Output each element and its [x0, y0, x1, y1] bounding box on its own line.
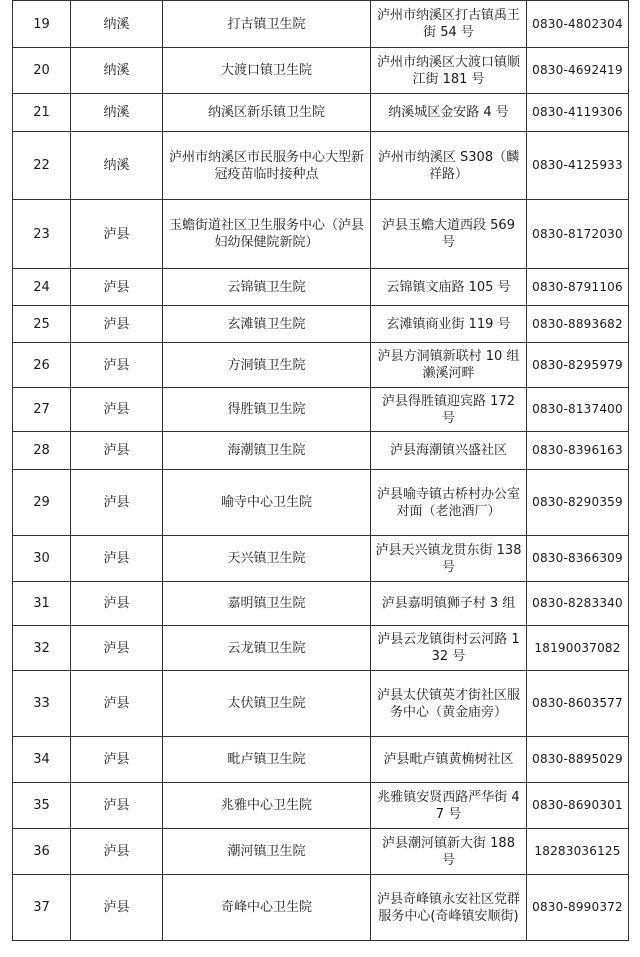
phone-cell: 0830-8603577 [527, 671, 629, 737]
table-row [13, 200, 629, 269]
row-number: 36 [13, 829, 71, 875]
phone-cell: 0830-8895029 [527, 737, 629, 783]
phone-cell: 18283036125 [527, 829, 629, 875]
phone-cell: 0830-8295979 [527, 343, 629, 388]
row-number: 19 [13, 1, 71, 48]
table-row [13, 48, 629, 94]
phone-cell: 0830-8290359 [527, 470, 629, 536]
site-name-cell: 海潮镇卫生院 [163, 432, 371, 470]
site-name-cell: 毗卢镇卫生院 [163, 737, 371, 783]
table-row [13, 536, 629, 582]
phone-cell: 0830-8172030 [527, 200, 629, 269]
district-cell: 泸县 [71, 875, 163, 941]
district-cell: 纳溪 [71, 132, 163, 200]
site-name-cell: 得胜镇卫生院 [163, 388, 371, 432]
phone-cell: 0830-4692419 [527, 48, 629, 94]
row-number: 21 [13, 94, 71, 132]
district-cell: 泸县 [71, 582, 163, 626]
site-name-cell: 兆雅中心卫生院 [163, 783, 371, 829]
site-name-cell: 云龙镇卫生院 [163, 626, 371, 671]
table-row [13, 1, 629, 48]
phone-cell: 0830-4119306 [527, 94, 629, 132]
row-number: 32 [13, 626, 71, 671]
address-cell: 泸县得胜镇迎宾路 172 号 [371, 388, 527, 432]
table-row [13, 783, 629, 829]
district-cell: 泸县 [71, 432, 163, 470]
district-cell: 泸县 [71, 269, 163, 306]
table-row [13, 626, 629, 671]
site-name-cell: 玄滩镇卫生院 [163, 306, 371, 343]
table-row [13, 737, 629, 783]
site-name-cell: 泸州市纳溪区市民服务中心大型新冠疫苗临时接种点 [163, 132, 371, 200]
district-cell: 泸县 [71, 829, 163, 875]
site-name-cell: 太伏镇卫生院 [163, 671, 371, 737]
district-cell: 泸县 [71, 306, 163, 343]
row-number: 28 [13, 432, 71, 470]
address-cell: 泸县太伏镇英才街社区服务中心（黄金庙旁） [371, 671, 527, 737]
phone-cell: 18190037082 [527, 626, 629, 671]
address-cell: 泸县潮河镇新大街 188 号 [371, 829, 527, 875]
site-name-cell: 云锦镇卫生院 [163, 269, 371, 306]
table-row [13, 269, 629, 306]
address-cell: 泸县喻寺镇古桥村办公室对面（老池酒厂） [371, 470, 527, 536]
address-cell: 云锦镇文庙路 105 号 [371, 269, 527, 306]
address-cell: 泸县云龙镇街村云河路 132 号 [371, 626, 527, 671]
table-row [13, 388, 629, 432]
row-number: 35 [13, 783, 71, 829]
table-row [13, 671, 629, 737]
district-cell: 泸县 [71, 388, 163, 432]
table-row [13, 582, 629, 626]
address-cell: 泸县方洞镇新联村 10 组濑溪河畔 [371, 343, 527, 388]
phone-cell: 0830-4802304 [527, 1, 629, 48]
table-row [13, 343, 629, 388]
table-row [13, 875, 629, 941]
row-number: 37 [13, 875, 71, 941]
row-number: 34 [13, 737, 71, 783]
row-number: 26 [13, 343, 71, 388]
district-cell: 纳溪 [71, 94, 163, 132]
district-cell: 泸县 [71, 737, 163, 783]
row-number: 33 [13, 671, 71, 737]
phone-cell: 0830-8137400 [527, 388, 629, 432]
address-cell: 玄滩镇商业街 119 号 [371, 306, 527, 343]
row-number: 29 [13, 470, 71, 536]
table-row [13, 306, 629, 343]
site-name-cell: 大渡口镇卫生院 [163, 48, 371, 94]
address-cell: 泸县海潮镇兴盛社区 [371, 432, 527, 470]
address-cell: 兆雅镇安贤西路严华街 47 号 [371, 783, 527, 829]
phone-cell: 0830-8366309 [527, 536, 629, 582]
table-row [13, 132, 629, 200]
address-cell: 泸县玉蟾大道西段 569 号 [371, 200, 527, 269]
table-row [13, 829, 629, 875]
table-row [13, 432, 629, 470]
district-cell: 纳溪 [71, 1, 163, 48]
district-cell: 泸县 [71, 783, 163, 829]
phone-cell: 0830-8690301 [527, 783, 629, 829]
address-cell: 泸州市纳溪区 S308（麟祥路） [371, 132, 527, 200]
site-name-cell: 玉蟾街道社区卫生服务中心（泸县妇幼保健院新院） [163, 200, 371, 269]
phone-cell: 0830-8893682 [527, 306, 629, 343]
row-number: 31 [13, 582, 71, 626]
district-cell: 泸县 [71, 470, 163, 536]
district-cell: 泸县 [71, 200, 163, 269]
phone-cell: 0830-8283340 [527, 582, 629, 626]
phone-cell: 0830-8990372 [527, 875, 629, 941]
address-cell: 泸县毗卢镇黄桷树社区 [371, 737, 527, 783]
district-cell: 泸县 [71, 343, 163, 388]
row-number: 24 [13, 269, 71, 306]
table-row [13, 470, 629, 536]
site-name-cell: 纳溪区新乐镇卫生院 [163, 94, 371, 132]
address-cell: 泸县嘉明镇狮子村 3 组 [371, 582, 527, 626]
site-name-cell: 天兴镇卫生院 [163, 536, 371, 582]
vaccination-site-table-sheet [12, 0, 628, 941]
district-cell: 泸县 [71, 671, 163, 737]
site-name-cell: 奇峰中心卫生院 [163, 875, 371, 941]
address-cell: 泸州市纳溪区大渡口镇顺江街 181 号 [371, 48, 527, 94]
address-cell: 泸州市纳溪区打古镇禹王街 54 号 [371, 1, 527, 48]
address-cell: 纳溪城区金安路 4 号 [371, 94, 527, 132]
row-number: 23 [13, 200, 71, 269]
district-cell: 纳溪 [71, 48, 163, 94]
phone-cell: 0830-8791106 [527, 269, 629, 306]
row-number: 25 [13, 306, 71, 343]
row-number: 30 [13, 536, 71, 582]
row-number: 27 [13, 388, 71, 432]
district-cell: 泸县 [71, 626, 163, 671]
site-name-cell: 打古镇卫生院 [163, 1, 371, 48]
site-name-cell: 潮河镇卫生院 [163, 829, 371, 875]
address-cell: 泸县奇峰镇永安社区党群服务中心(奇峰镇安顺街) [371, 875, 527, 941]
phone-cell: 0830-8396163 [527, 432, 629, 470]
table-row [13, 94, 629, 132]
site-name-cell: 喻寺中心卫生院 [163, 470, 371, 536]
row-number: 22 [13, 132, 71, 200]
vaccination-site-table [12, 0, 629, 941]
site-name-cell: 方洞镇卫生院 [163, 343, 371, 388]
site-name-cell: 嘉明镇卫生院 [163, 582, 371, 626]
phone-cell: 0830-4125933 [527, 132, 629, 200]
row-number: 20 [13, 48, 71, 94]
district-cell: 泸县 [71, 536, 163, 582]
address-cell: 泸县天兴镇龙贯东街 138 号 [371, 536, 527, 582]
